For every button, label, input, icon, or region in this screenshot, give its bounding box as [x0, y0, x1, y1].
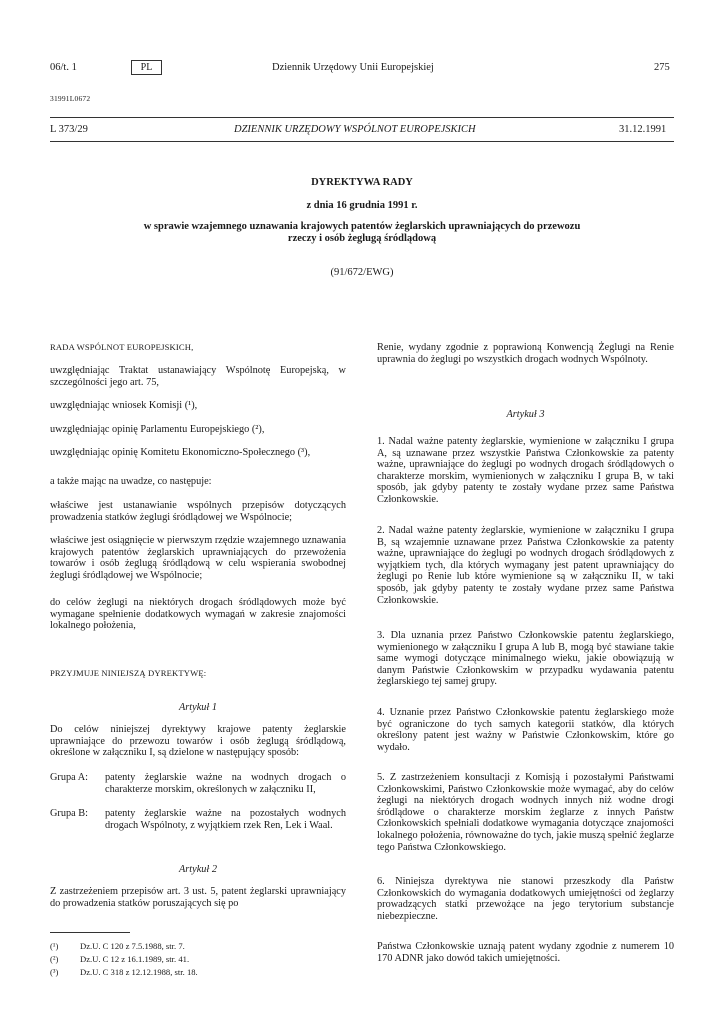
article-1-heading: Artykuł 1 — [178, 702, 218, 713]
language-badge: PL — [131, 60, 162, 75]
group-b-label: Grupa B: — [50, 808, 89, 819]
article-3-para-3: 3. Dla uznania przez Państwo Członkowskie patentu żeglarskiego, wymienionego w załączniku I grupa A lub B, mogą być stawiane takie same wymogi dotyczące minimalnego wieku, jakie obowiązują w danym Państwie Członkowskim w przypadku wydawania patentu żeglarskiego tej samej grupy. — [377, 630, 674, 688]
article-2-heading: Artykuł 2 — [178, 864, 218, 875]
recital-intro: a także mając na uwadze, co następuje: — [50, 476, 212, 487]
article-3-para-4: 4. Uznanie przez Państwo Członkowskie patentu żeglarskiego może być ograniczone do tych samych kategorii statków, dla których określony patent jest ważny w Państwie Członkowskim, które go wydało. — [377, 707, 674, 753]
council-name: RADA WSPÓLNOT EUROPEJSKICH, — [50, 342, 194, 352]
doc-subject-line1: w sprawie wzajemnego uznawania krajowych patentów żeglarskich uprawniających do przewozu — [143, 221, 581, 232]
footnote-3: (³) Dz.U. C 318 z 12.12.1988, str. 18. — [50, 967, 198, 977]
article-2-continuation: Renie, wydany zgodnie z poprawioną Konwencją Żeglugi na Renie uprawnia do żeglugi po wszystkich drogach wodnych Wspólnoty. — [377, 342, 674, 365]
footnote-2: (²) Dz.U. C 12 z 16.1.1989, str. 41. — [50, 954, 190, 964]
recital-3: do celów żeglugi na niektórych drogach śródlądowych może być wymagane spełnienie dodatkowych wymagań w zakresie znajomości lokalnego położenia, — [50, 597, 346, 632]
recital-2: właściwe jest osiągnięcie w pierwszym rzędzie wzajemnego uznawania krajowych patentów żeglarskich uprawniających do przewożenia towarów i osób żeglugą śródlądową w celu wspierania swobodnej żeglugi śródlądowej we Wspólnocie; — [50, 535, 346, 581]
original-reference: L 373/29 — [50, 124, 88, 135]
article-3-para-6: 6. Niniejsza dyrektywa nie stanowi przeszkody dla Państw Członkowskich do wymagania dodatkowych umiejętności od żeglarzy prowadzących statki przewożące na jego terytorium substancje niebezpieczne. — [377, 876, 674, 922]
divider-top — [50, 117, 674, 118]
adopts-heading: PRZYJMUJE NINIEJSZĄ DYREKTYWĘ: — [50, 668, 207, 678]
recital-parliament: uwzględniając opinię Parlamentu Europejskiego (²), — [50, 424, 265, 435]
page-number: 275 — [654, 62, 670, 73]
issue-number: 06/t. 1 — [50, 62, 77, 73]
group-a-label: Grupa A: — [50, 772, 89, 783]
article-3-para-7: Państwa Członkowskie uznają patent wydany zgodnie z numerem 10 170 ADNR jako dowód takich umiejętności. — [377, 941, 674, 964]
divider-bottom — [50, 141, 674, 142]
footnote-divider — [50, 932, 130, 933]
recital-treaty: uwzględniając Traktat ustanawiający Wspólnotę Europejską, w szczególności jego art. 75, — [50, 365, 346, 388]
article-2-text: Z zastrzeżeniem przepisów art. 3 ust. 5, patent żeglarski uprawniający do prowadzenia statków poruszających się po — [50, 886, 346, 909]
doc-reference: (91/672/EWG) — [330, 267, 394, 278]
group-b-text: patenty żeglarskie ważne na pozostałych wodnych drogach Wspólnoty, z wyjątkiem rzek Ren, Lek i Waal. — [105, 808, 346, 831]
journal-title: Dziennik Urzędowy Unii Europejskiej — [272, 62, 434, 73]
article-3-para-1: 1. Nadal ważne patenty żeglarskie, wymienione w załączniku I grupa A, są uznawane przez wszystkie Państwa Członkowskie za patenty ważne, uprawniające do żeglugi po wodnych drogach śródlądowych o charakterze morskim, wymienionych w załączniku I grupa B, w taki sposób, jak gdyby patenty te zostały wydane przez same Państwa Członkowskie. — [377, 436, 674, 505]
recital-1: właściwe jest ustanawianie wspólnych przepisów dotyczących prowadzenia statków żeglugi śródlądowej we Wspólnocie; — [50, 500, 346, 523]
footnote-1: (¹) Dz.U. C 120 z 7.5.1988, str. 7. — [50, 941, 185, 951]
recital-committee: uwzględniając opinię Komitetu Ekonomiczno-Społecznego (³), — [50, 447, 311, 458]
doc-date: z dnia 16 grudnia 1991 r. — [306, 200, 418, 211]
celex-number: 31991L0672 — [50, 94, 91, 103]
article-1-text: Do celów niniejszej dyrektywy krajowe patenty żeglarskie uprawniające do przewozu towarów i osób żeglugą śródlądową, określone w załączniku I, są dzielone w następujący sposób: — [50, 724, 346, 759]
doc-type: DYREKTYWA RADY — [311, 177, 413, 188]
recital-commission: uwzględniając wniosek Komisji (¹), — [50, 400, 198, 411]
article-3-para-2: 2. Nadal ważne patenty żeglarskie, wymienione w załączniku I grupa B, są wzajemnie uznawane przez Państwa Członkowskie za patenty ważne, uprawniające do żeglugi po wodnych drogach śródlądowych z wyjątkiem tych, dla których wymagany jest patent uprawniający do żeglugi po Renie lub które wymienione są w załączniku II, w taki sposób, jak gdyby patenty te zostały wydane przez same Państwa Członkowskie. — [377, 525, 674, 606]
group-a-text: patenty żeglarskie ważne na wodnych drogach o charakterze morskim, określonych w załączniku II, — [105, 772, 346, 795]
original-journal: DZIENNIK URZĘDOWY WSPÓLNOT EUROPEJSKICH — [234, 124, 476, 135]
original-date: 31.12.1991 — [619, 124, 667, 135]
doc-subject-line2: rzeczy i osób żeglugą śródlądową — [287, 233, 437, 244]
article-3-para-5: 5. Z zastrzeżeniem konsultacji z Komisją i pozostałymi Państwami Członkowskimi, Państwo Członkowskie może wymagać, aby do celów żeglugi na niektórych drogach wodnych innych niż wodne drogi śródlądowe o charakterze morskim żeglarze z innych Państw Członkowskich spełniali dodatkowe wymagania dotyczące znajomości lokalnego położenia, równoważne do tych, jakie muszą spełnić żeglarze tego Państwa Członkowskiego. — [377, 772, 674, 853]
article-3-heading: Artykuł 3 — [506, 409, 545, 420]
